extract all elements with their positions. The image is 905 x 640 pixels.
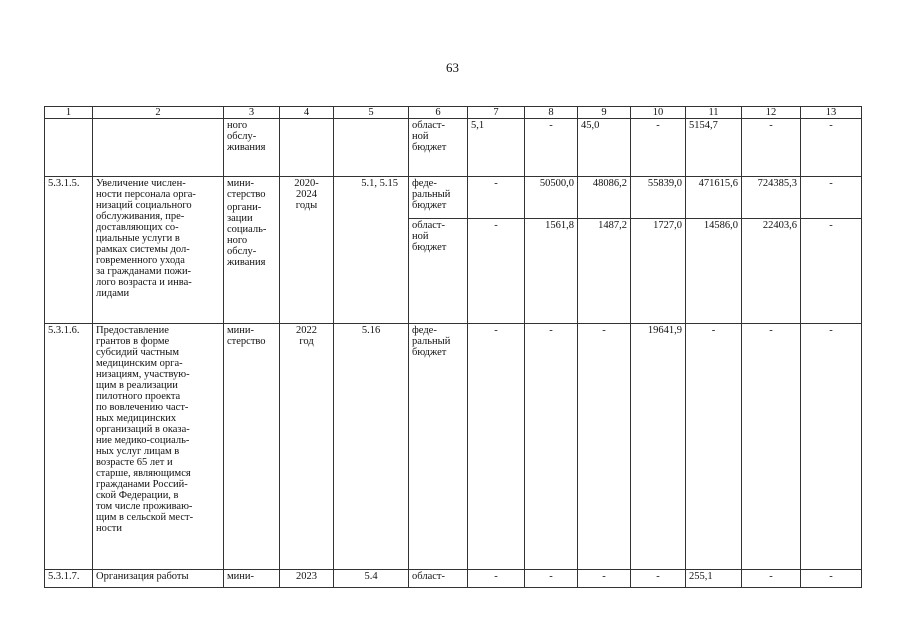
value-cell: - [801,570,862,588]
value-cell: 1561,8 [525,219,578,324]
period-cell: 2022 год [280,324,334,570]
column-header: 12 [742,107,801,119]
executor-cell: ного обслу- живания [224,119,280,177]
value-cell: - [468,570,525,588]
indicators-cell: 5.16 [334,324,409,570]
value-cell: 50500,0 [525,177,578,219]
value-cell: - [468,324,525,570]
value-cell: - [801,119,862,177]
value-cell: - [468,219,525,324]
value-cell: - [525,119,578,177]
value-cell: - [742,119,801,177]
column-header: 7 [468,107,525,119]
value-cell: 471615,6 [686,177,742,219]
row-number-cell: 5.3.1.7. [45,570,93,588]
value-cell: - [578,324,631,570]
executor-cell: мини- [224,570,280,588]
funding-source-cell: област- ной бюджет [409,119,468,177]
value-cell: - [468,177,525,219]
executor-organizations: органи- зации социаль- ного обслу- живания [227,202,267,268]
executor-ministry: мини- стерство [227,178,266,200]
value-cell: - [686,324,742,570]
value-cell: 55839,0 [631,177,686,219]
column-header: 5 [334,107,409,119]
value-cell: 14586,0 [686,219,742,324]
indicators-cell: 5.4 [334,570,409,588]
column-header: 4 [280,107,334,119]
page-number: 63 [446,60,459,75]
value-cell: - [742,570,801,588]
value-cell: 5,1 [468,119,525,177]
value-cell: 724385,3 [742,177,801,219]
value-cell: 19641,9 [631,324,686,570]
period-cell: 2020- 2024 годы [280,177,334,324]
indicators-cell [334,119,409,177]
value-cell: 22403,6 [742,219,801,324]
value-cell: - [801,219,862,324]
funding-source-cell: феде- ральный бюджет [409,177,468,219]
value-cell: - [801,177,862,219]
column-header: 11 [686,107,742,119]
value-cell: 5154,7 [686,119,742,177]
value-cell: - [578,570,631,588]
value-cell: 255,1 [686,570,742,588]
table-row-5316 [45,324,862,570]
description-cell: Предоставление грантов в форме субсидий частным медицинским орга- низациям, участвую- щим в реализации пилотного проекта по вовлечению част- ных медицинских организаций в оказа- ние медико-социаль- ных услуг лицам в возрасте 65 лет и старше, являющимся гражданами Россий- ской Федерации, в том числе проживаю- щим в сельской мест- ности [93,324,224,570]
value-cell: - [742,324,801,570]
value-cell: - [801,324,862,570]
table-row-5317 [45,570,862,588]
period-cell [280,119,334,177]
description-cell: Увеличение числен- ности персонала орга- низаций социального обслуживания, пре- доставляющих со- циальные услуги в рамках системы дол- говременного ухода за гражданами пожи- лого возраста и инва- лидами [93,177,224,324]
column-header: 6 [409,107,468,119]
column-header: 9 [578,107,631,119]
executor-cell [224,177,280,324]
description-cell: Организация работы [93,570,224,588]
row-number-cell: 5.3.1.5. [45,177,93,324]
column-header: 3 [224,107,280,119]
executor-cell: мини- стерство [224,324,280,570]
column-header: 13 [801,107,862,119]
row-number-cell [45,119,93,177]
header-row [45,107,862,119]
value-cell: 48086,2 [578,177,631,219]
column-header: 2 [93,107,224,119]
value-cell: 1487,2 [578,219,631,324]
value-cell: 45,0 [578,119,631,177]
value-cell: 1727,0 [631,219,686,324]
funding-source-cell: област- [409,570,468,588]
funding-source-cell: феде- ральный бюджет [409,324,468,570]
period-cell: 2023 [280,570,334,588]
description-cell [93,119,224,177]
value-cell: - [525,570,578,588]
row-number-cell: 5.3.1.6. [45,324,93,570]
indicators-cell: 5.1, 5.15 [334,177,409,324]
column-header: 10 [631,107,686,119]
column-header: 1 [45,107,93,119]
table-row-continuation [45,119,862,177]
value-cell: - [631,570,686,588]
budget-table [44,106,862,588]
table-row-5315 [45,177,862,219]
funding-source-cell: област- ной бюджет [409,219,468,324]
column-header: 8 [525,107,578,119]
value-cell: - [525,324,578,570]
value-cell: - [631,119,686,177]
